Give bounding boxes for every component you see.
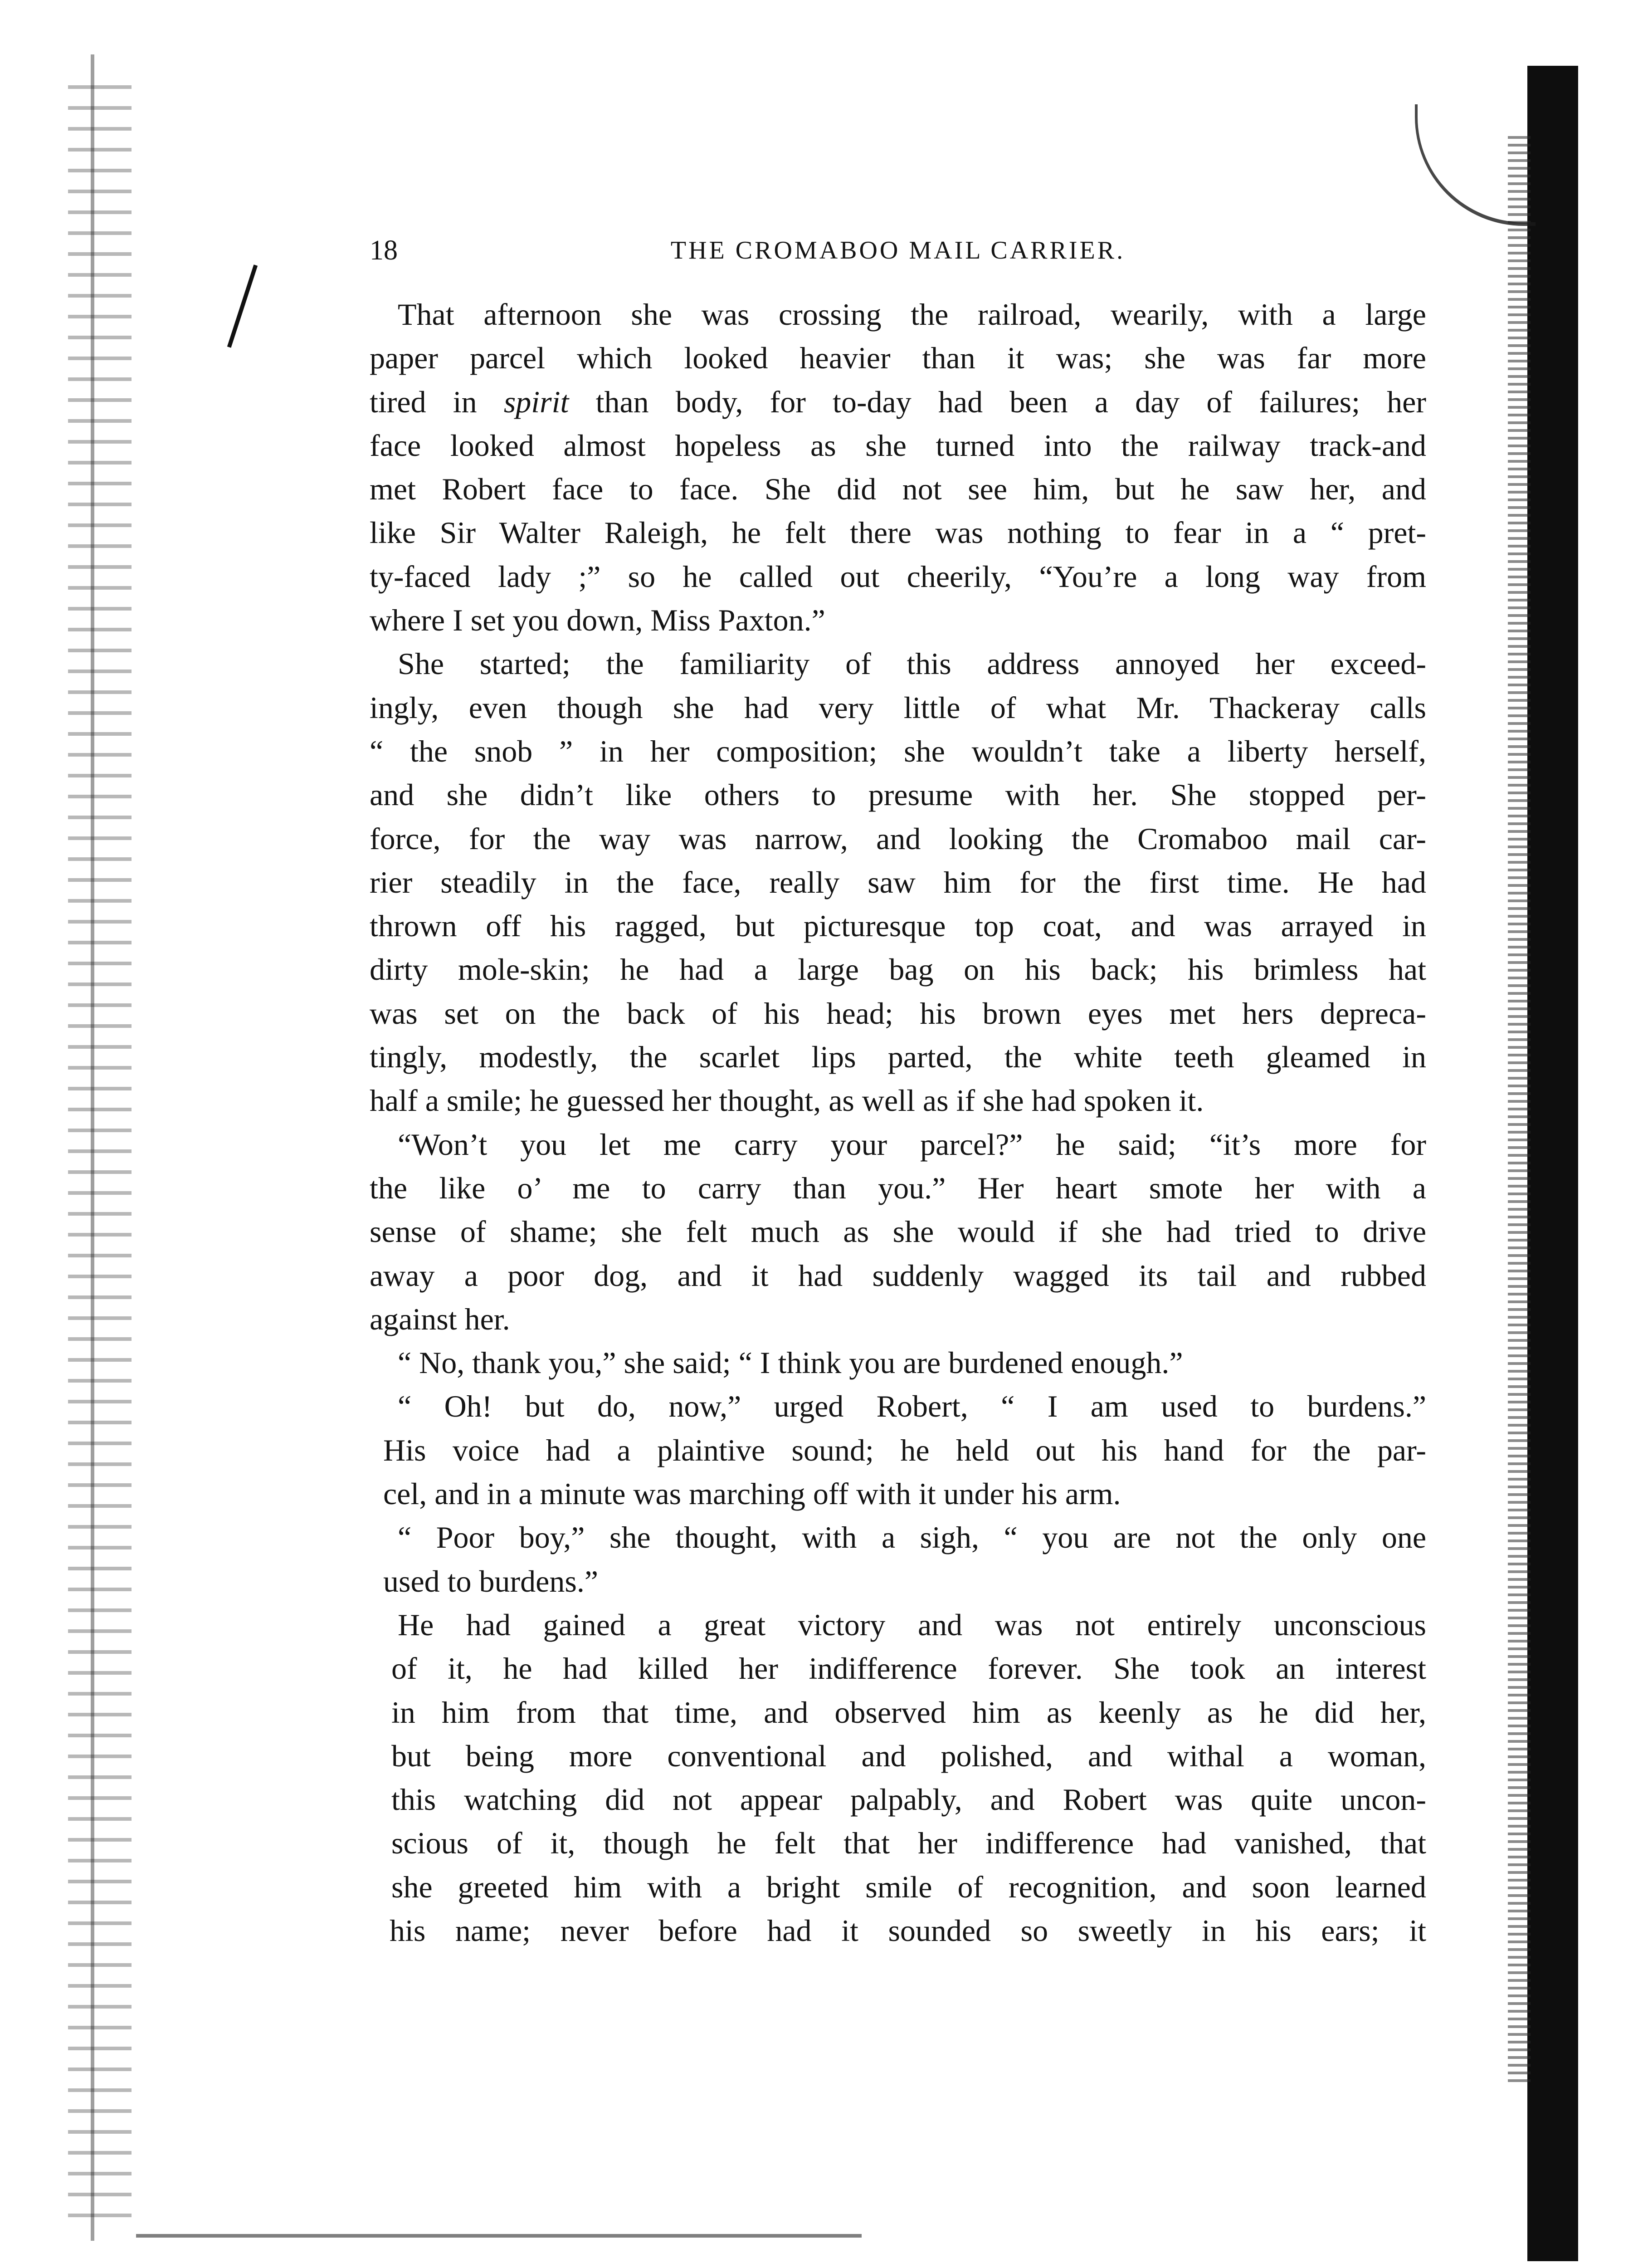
pen-mark bbox=[227, 264, 258, 347]
body-text bbox=[370, 293, 1426, 1952]
text-line: dirty mole-skin; he had a large bag on his back; his brimless hat bbox=[370, 952, 1426, 987]
text-line: against her. bbox=[370, 1301, 510, 1336]
text-line: this watching did not appear palpably, and Robert was quite uncon- bbox=[391, 1782, 1426, 1817]
text-run: tired in bbox=[370, 384, 477, 419]
text-line: his name; never before had it sounded so sweetly in his ears; it bbox=[390, 1913, 1426, 1948]
text-line: She started; the familiarity of this address annoyed her exceed- bbox=[398, 646, 1426, 681]
text-line: sense of shame; she felt much as she would if she had tried to drive bbox=[370, 1214, 1426, 1249]
text-run: than body, for to-day had been a day of failures; her bbox=[595, 384, 1426, 419]
text-line: “ Poor boy,” she thought, with a sigh, “ you are not the only one bbox=[398, 1520, 1426, 1555]
text-line: His voice had a plaintive sound; he held out his hand for the par- bbox=[383, 1432, 1426, 1467]
text-line: “ Oh! but do, now,” urged Robert, “ I am used to burdens.” bbox=[398, 1389, 1426, 1424]
text-line: and she didn’t like others to presume with her. She stopped per- bbox=[370, 777, 1426, 812]
text-line: met Robert face to face. She did not see him, but he saw her, and bbox=[370, 472, 1426, 507]
scan-right-edge bbox=[1527, 66, 1578, 2261]
text-line: where I set you down, Miss Paxton.” bbox=[370, 603, 825, 638]
text-line: paper parcel which looked heavier than it was; she was far more bbox=[370, 341, 1426, 376]
text-line: He had gained a great victory and was not entirely unconscious bbox=[398, 1607, 1426, 1642]
page-header bbox=[370, 229, 1426, 272]
text-line: like Sir Walter Raleigh, he felt there was nothing to fear in a “ pret- bbox=[370, 515, 1426, 550]
running-head: THE CROMABOO MAIL CARRIER. bbox=[670, 236, 1126, 264]
text-line: she greeted him with a bright smile of recognition, and soon learned bbox=[391, 1869, 1426, 1904]
text-line: That afternoon she was crossing the railroad, wearily, with a large bbox=[398, 297, 1426, 332]
text-line: force, for the way was narrow, and looking the Cromaboo mail car- bbox=[370, 821, 1426, 856]
text-line: in him from that time, and observed him as keenly as he did her, bbox=[391, 1695, 1426, 1730]
text-line: used to burdens.” bbox=[383, 1564, 599, 1598]
text-line: half a smile; he guessed her thought, as well as if she had spoken it. bbox=[370, 1083, 1204, 1118]
text-line: but being more conventional and polished, and withal a woman, bbox=[391, 1738, 1426, 1773]
page-number: 18 bbox=[370, 235, 398, 266]
text-line bbox=[370, 380, 1426, 424]
text-line: ty-faced lady ;” so he called out cheerily, “You’re a long way from bbox=[370, 559, 1426, 594]
text-line: tingly, modestly, the scarlet lips parted, the white teeth gleamed in bbox=[370, 1040, 1426, 1075]
text-line: “ the snob ” in her composition; she wouldn’t take a liberty herself, bbox=[370, 733, 1426, 768]
text-line: face looked almost hopeless as she turned into the railway track-and bbox=[370, 428, 1426, 463]
text-line: scious of it, though he felt that her indifference had vanished, that bbox=[391, 1826, 1426, 1861]
scan-bottom-edge bbox=[136, 2234, 862, 2238]
text-line: cel, and in a minute was marching off with it under his arm. bbox=[383, 1476, 1121, 1511]
emphasis-text: spirit bbox=[503, 384, 569, 419]
text-line: “ No, thank you,” she said; “ I think you are burdened enough.” bbox=[398, 1345, 1183, 1380]
scan-right-edge-fray bbox=[1508, 136, 1531, 2087]
text-line: the like o’ me to carry than you.” Her heart smote her with a bbox=[370, 1170, 1426, 1205]
text-line: of it, he had killed her indifference forever. She took an interest bbox=[391, 1651, 1426, 1686]
text-line: rier steadily in the face, really saw him for the first time. He had bbox=[370, 865, 1426, 899]
text-line: away a poor dog, and it had suddenly wagged its tail and rubbed bbox=[370, 1258, 1426, 1293]
scan-left-edge bbox=[68, 68, 132, 2227]
text-line: ingly, even though she had very little of what Mr. Thackeray calls bbox=[370, 690, 1426, 725]
scan-corner-curve bbox=[1415, 104, 1536, 226]
text-line: was set on the back of his head; his brown eyes met hers depreca- bbox=[370, 996, 1426, 1031]
text-line: “Won’t you let me carry your parcel?” he said; “it’s more for bbox=[398, 1127, 1426, 1162]
text-line: thrown off his ragged, but picturesque top coat, and was arrayed in bbox=[370, 909, 1426, 943]
